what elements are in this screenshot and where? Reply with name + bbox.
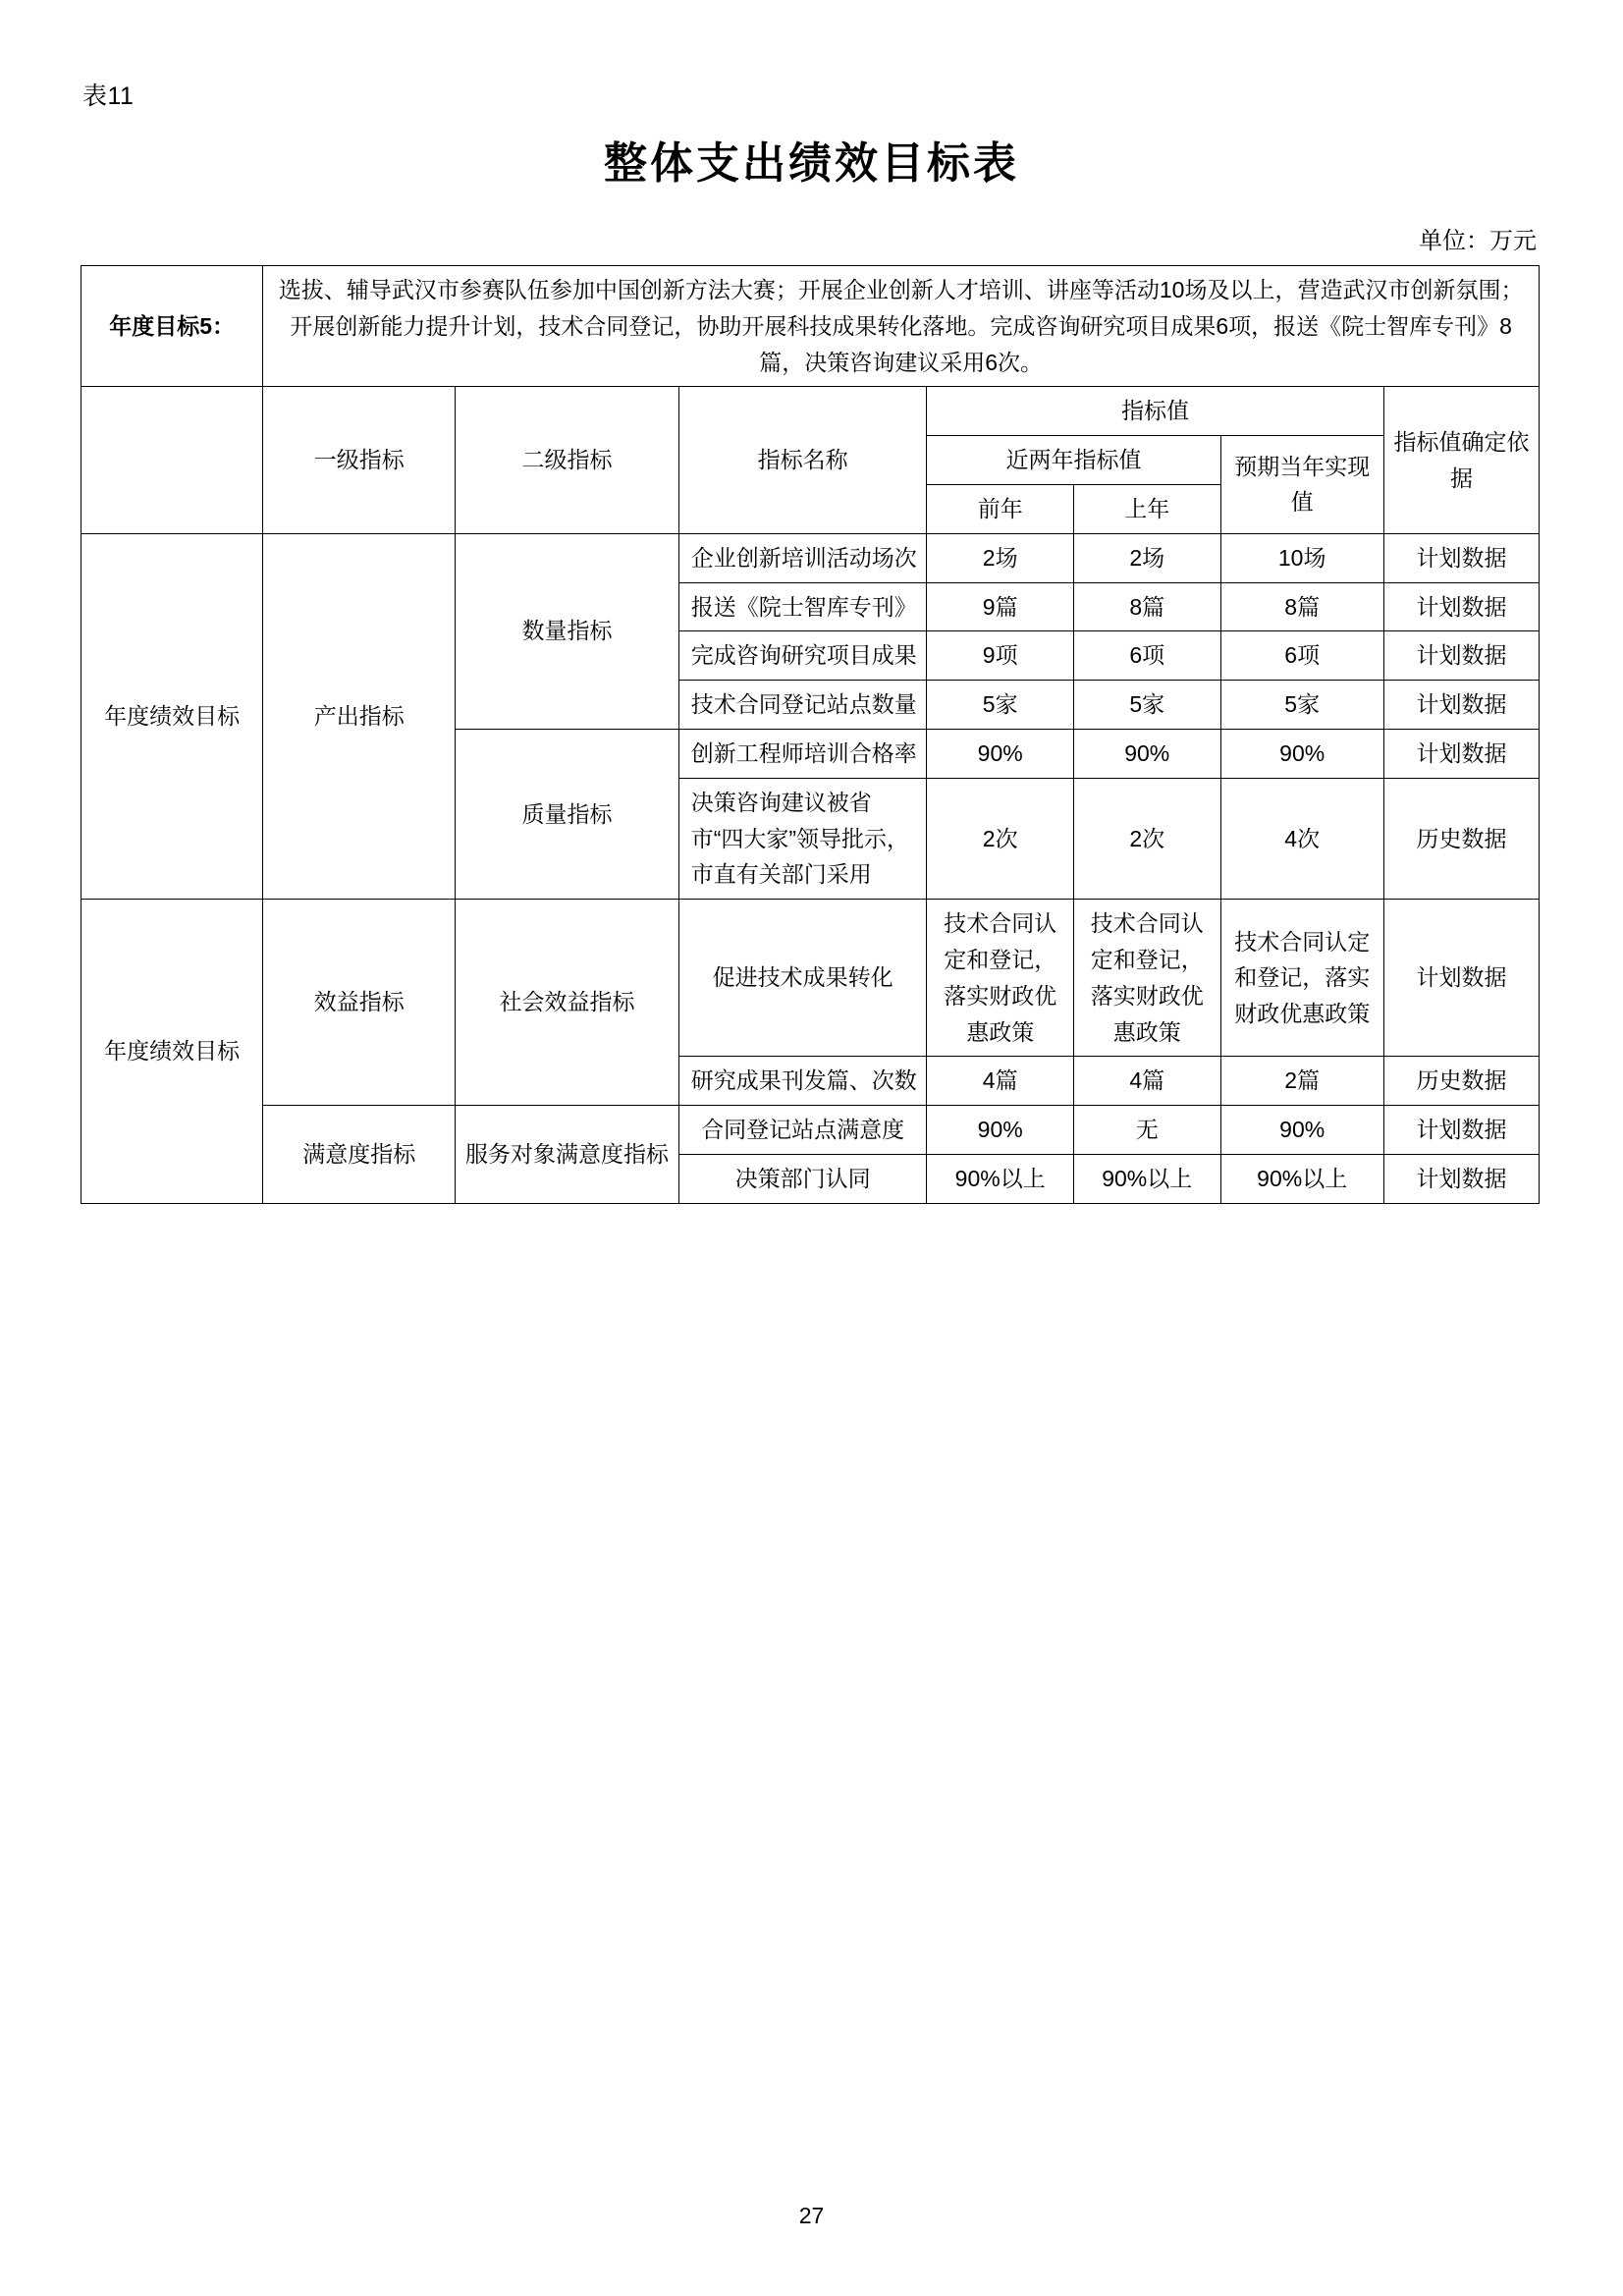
value-basis: 计划数据: [1383, 900, 1539, 1057]
value-prev-year: 90%: [927, 729, 1074, 778]
value-expected: 技术合同认定和登记，落实财政优惠政策: [1220, 900, 1383, 1057]
value-basis: 历史数据: [1383, 1057, 1539, 1106]
level2-quantity: 数量指标: [456, 533, 678, 729]
value-prev-year: 2次: [927, 778, 1074, 899]
level1-satisfaction: 满意度指标: [263, 1106, 456, 1204]
header-level2: 二级指标: [456, 387, 678, 533]
indicator-name: 合同登记站点满意度: [678, 1106, 927, 1155]
value-basis: 历史数据: [1383, 778, 1539, 899]
value-basis: 计划数据: [1383, 533, 1539, 582]
value-basis: 计划数据: [1383, 681, 1539, 730]
value-expected: 90%: [1220, 1106, 1383, 1155]
value-basis: 计划数据: [1383, 1154, 1539, 1203]
table-label: 表11: [82, 82, 135, 110]
indicator-name: 技术合同登记站点数量: [678, 681, 927, 730]
table-row: [81, 900, 1540, 1057]
header-level1: 一级指标: [263, 387, 456, 533]
value-basis: 计划数据: [1383, 582, 1539, 631]
value-prev-year: 9篇: [927, 582, 1074, 631]
value-expected: 90%以上: [1220, 1154, 1383, 1203]
indicator-name: 创新工程师培训合格率: [678, 729, 927, 778]
level1-output: 产出指标: [263, 533, 456, 899]
value-prev-year: 2场: [927, 533, 1074, 582]
indicator-name: 完成咨询研究项目成果: [678, 631, 927, 681]
header-indicator-value: 指标值: [927, 387, 1383, 436]
indicator-name: 研究成果刊发篇、次数: [678, 1057, 927, 1106]
value-prev-year: 4篇: [927, 1057, 1074, 1106]
value-last-year: 90%: [1073, 729, 1220, 778]
table-header-row-1: [81, 387, 1540, 436]
indicator-name: 促进技术成果转化: [678, 900, 927, 1057]
header-last-year: 上年: [1073, 484, 1220, 533]
value-last-year: 2场: [1073, 533, 1220, 582]
value-last-year: 无: [1073, 1106, 1220, 1155]
level2-client-satisfaction: 服务对象满意度指标: [456, 1106, 678, 1204]
value-last-year: 90%以上: [1073, 1154, 1220, 1203]
table-row: [81, 1106, 1540, 1155]
table-row: [81, 533, 1540, 582]
value-last-year: 技术合同认定和登记，落实财政优惠政策: [1073, 900, 1220, 1057]
indicator-name: 报送《院士智库专刊》: [678, 582, 927, 631]
annual-goal-text: 选拔、辅导武汉市参赛队伍参加中国创新方法大赛；开展企业创新人才培训、讲座等活动10场及以上，营造武汉市创新氛围；开展创新能力提升计划，技术合同登记，协助开展科技成果转化落地。完成咨询研究项目成果6项，报送《院士智库专刊》8篇，决策咨询建议采用6次。: [263, 266, 1540, 387]
header-basis: 指标值确定依据: [1383, 387, 1539, 533]
value-last-year: 6项: [1073, 631, 1220, 681]
indicator-name: 企业创新培训活动场次: [678, 533, 927, 582]
group-label-annual-goal-1: 年度绩效目标: [81, 533, 263, 899]
value-expected: 2篇: [1220, 1057, 1383, 1106]
value-prev-year: 90%: [927, 1106, 1074, 1155]
header-indicator-name: 指标名称: [678, 387, 927, 533]
annual-goal-label: 年度目标5：: [81, 266, 263, 387]
unit-note: 单位：万元: [1419, 228, 1537, 254]
value-prev-year: 5家: [927, 681, 1074, 730]
value-last-year: 4篇: [1073, 1057, 1220, 1106]
value-expected: 10场: [1220, 533, 1383, 582]
level1-benefit: 效益指标: [263, 900, 456, 1106]
value-last-year: 2次: [1073, 778, 1220, 899]
value-prev-year: 9项: [927, 631, 1074, 681]
value-last-year: 5家: [1073, 681, 1220, 730]
page-title: 整体支出绩效目标表: [604, 139, 1019, 188]
performance-target-table: [81, 265, 1540, 1204]
header-year-before-last: 前年: [927, 484, 1074, 533]
header-recent-two-years: 近两年指标值: [927, 436, 1220, 485]
header-blank-corner: [81, 387, 263, 533]
value-expected: 6项: [1220, 631, 1383, 681]
value-basis: 计划数据: [1383, 729, 1539, 778]
indicator-name: 决策部门认同: [678, 1154, 927, 1203]
group-label-annual-goal-2: 年度绩效目标: [81, 900, 263, 1204]
value-basis: 计划数据: [1383, 1106, 1539, 1155]
value-last-year: 8篇: [1073, 582, 1220, 631]
header-expected-current: 预期当年实现值: [1220, 436, 1383, 534]
value-prev-year: 90%以上: [927, 1154, 1074, 1203]
value-expected: 5家: [1220, 681, 1383, 730]
annual-goal-row: [81, 266, 1540, 387]
value-prev-year: 技术合同认定和登记，落实财政优惠政策: [927, 900, 1074, 1057]
value-expected: 4次: [1220, 778, 1383, 899]
value-expected: 90%: [1220, 729, 1383, 778]
value-basis: 计划数据: [1383, 631, 1539, 681]
page-number: 27: [798, 2203, 825, 2228]
level2-quality: 质量指标: [456, 729, 678, 899]
level2-social-benefit: 社会效益指标: [456, 900, 678, 1106]
indicator-name: 决策咨询建议被省市“四大家”领导批示，市直有关部门采用: [678, 778, 927, 899]
value-expected: 8篇: [1220, 582, 1383, 631]
